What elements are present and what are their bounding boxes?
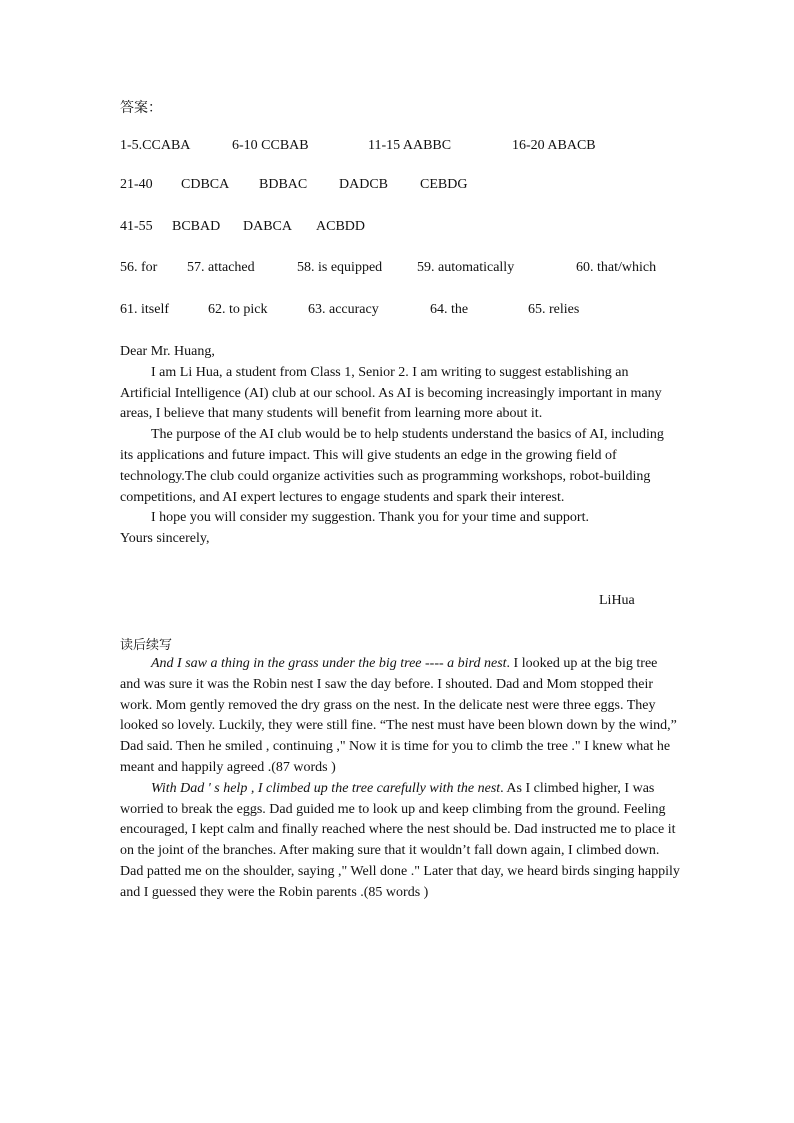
answer-item: 57. attached — [187, 260, 255, 275]
letter-paragraph: The purpose of the AI club would be to help students understand the basics of AI, including its applications and future impact. This will give students an edge in the growing field of technology.The club could organize activities such as programming workshops, robot-building competitions, and AI expert lectures to engage students and spark their interest. — [120, 427, 664, 505]
answer-item: CEBDG — [420, 177, 468, 192]
answer-item: 64. the — [430, 302, 469, 317]
answer-item: DABCA — [243, 219, 293, 234]
answer-item: 59. automatically — [417, 260, 515, 275]
letter-salutation: Dear Mr. Huang, — [120, 344, 215, 359]
answer-item: 60. that/which — [576, 260, 657, 275]
letter — [120, 342, 680, 550]
continuation-paragraph — [120, 779, 680, 904]
answer-item: 16-20 ABACB — [512, 138, 596, 153]
answer-item: 56. for — [120, 260, 158, 275]
letter-signature: LiHua — [599, 593, 635, 608]
answer-item: 41-55 — [120, 219, 153, 234]
answer-item: 61. itself — [120, 302, 169, 317]
answer-item: ACBDD — [316, 219, 366, 234]
answer-item: BDBAC — [259, 177, 308, 192]
paragraph-body: . As I climbed higher, I was worried to break the eggs. Dad guided me to look up and keep climbing from the ground. Feeling encouraged, I kept calm and finally reached where the nest should be. Dad instructed me to place it on the joint of the branches. After making sure that it wouldn’t fall down again, I climbed down. Dad patted me on the shoulder, saying ," Well done ." Later that day, we heard birds singing happily and I guessed they were the Robin parents .(85 words ) — [120, 780, 680, 900]
continuation-text — [120, 654, 680, 904]
letter-paragraph: I am Li Hua, a student from Class 1, Senior 2. I am writing to suggest establishing an Artificial Intelligence (AI) club at our school. As AI is becoming increasingly important in many areas, I believe that many students will benefit from learning more about it. — [120, 364, 662, 422]
paragraph-body: . I looked up at the big tree and was sure it was the Robin nest I saw the day before. I shouted. Dad and Mom stopped their work. Mom gently removed the dry grass on the nest. In the delicate nest were three eggs. They looked so lovely. Luckily, they were still fine. “The nest must have been blown down by the wind,” Dad said. Then he smiled , continuing ," Now it is time for you to climb the tree ." I knew what he meant and happily agreed .(87 words ) — [120, 656, 677, 775]
answer-item: CDBCA — [181, 177, 230, 192]
answer-item: DADCB — [339, 177, 389, 192]
paragraph-lead-sentence: And I saw a thing in the grass under the big tree ---- a bird nest — [151, 656, 507, 671]
answer-item: 6-10 CCBAB — [232, 138, 309, 153]
letter-closing: Yours sincerely, — [120, 531, 210, 547]
answer-item: BCBAD — [172, 219, 221, 234]
answer-item: 21-40 — [120, 177, 153, 192]
answer-item: 58. is equipped — [297, 260, 383, 275]
continuation-paragraph — [120, 654, 680, 779]
answer-item: 65. relies — [528, 302, 580, 317]
continuation-heading: 读后续写 — [120, 638, 173, 653]
answers-heading: 答案： — [120, 100, 162, 116]
answer-item: 1-5.CCABA — [120, 138, 191, 153]
paragraph-lead-sentence: With Dad ' s help , I climbed up the tree carefully with the nest — [151, 780, 501, 796]
answer-item: 11-15 AABBC — [368, 138, 452, 153]
letter-paragraph: I hope you will consider my suggestion. Thank you for your time and support. — [151, 510, 589, 526]
answer-item: 63. accuracy — [308, 302, 379, 317]
answer-item: 62. to pick — [208, 302, 268, 317]
